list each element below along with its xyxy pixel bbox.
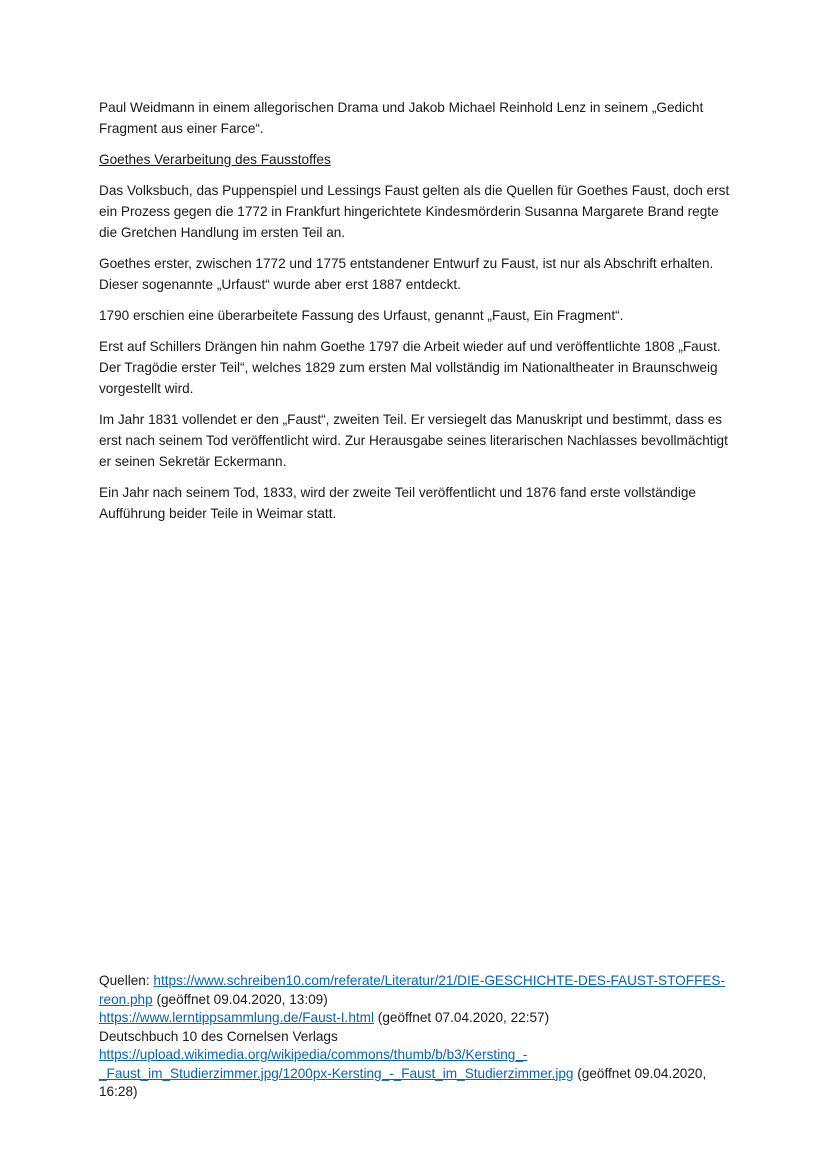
paragraph-premiere: Ein Jahr nach seinem Tod, 1833, wird der zweite Teil veröffentlicht und 1876 fand erste vollständige Aufführung beider Teile in Weimar statt.	[99, 485, 696, 521]
source-entry-1	[99, 972, 739, 1009]
source-link-lerntippsammlung[interactable]: https://www.lerntippsammlung.de/Faust-I.html	[99, 1010, 375, 1025]
paragraph-sources-of-faust: Das Volksbuch, das Puppenspiel und Lessings Faust gelten als die Quellen für Goethes Faust, doch erst ein Prozess gegen die 1772 in Frankfurt hingerichtete Kindesmörderin Susanna Margarete Brand regte die Gretchen Handlung im ersten Teil an.	[99, 183, 730, 240]
source-link-schreiben10[interactable]: https://www.schreiben10.com/referate/Literatur/21/DIE-GESCHICHTE-DES-FAUST-STOFFES-reon.php	[99, 973, 726, 1007]
source-entry-2	[99, 1009, 739, 1028]
sources-label: Quellen:	[99, 973, 154, 988]
sources-section	[99, 972, 739, 1102]
paragraph-intro: Paul Weidmann in einem allegorischen Drama und Jakob Michael Reinhold Lenz in seinem „Gedicht Fragment aus einer Farce“.	[99, 100, 704, 136]
paragraph-first-part: Erst auf Schillers Drängen hin nahm Goethe 1797 die Arbeit wieder auf und veröffentlichte 1808 „Faust. Der Tragödie erster Teil“, welches 1829 zum ersten Mal vollständig im Nationaltheater in Braunschweig vorgestellt wird.	[99, 339, 721, 396]
source-note-2: (geöffnet 07.04.2020, 22:57)	[374, 1010, 550, 1025]
section-heading: Goethes Verarbeitung des Fausstoffes	[99, 152, 331, 167]
source-entry-3	[99, 1046, 739, 1102]
source-link-wikimedia[interactable]: https://upload.wikimedia.org/wikipedia/commons/thumb/b/b3/Kersting_-_Faust_im_Studierzimmer.jpg/1200px-Kersting_-_Faust_im_Studierzimmer.jpg	[99, 1047, 574, 1081]
paragraph-second-part: Im Jahr 1831 vollendet er den „Faust“, zweiten Teil. Er versiegelt das Manuskript und bestimmt, dass es erst nach seinem Tod veröffentlicht wird. Zur Herausgabe seines literarischen Nachlasses bevollmächtigt er seinen Sekretär Eckermann.	[99, 412, 728, 469]
paragraph-fragment: 1790 erschien eine überarbeitete Fassung des Urfaust, genannt „Faust, Ein Fragment“.	[99, 308, 624, 323]
source-note-1: (geöffnet 09.04.2020, 13:09)	[152, 991, 328, 1007]
source-entry-book: Deutschbuch 10 des Cornelsen Verlags	[99, 1028, 338, 1044]
paragraph-urfaust: Goethes erster, zwischen 1772 und 1775 entstandener Entwurf zu Faust, ist nur als Abschrift erhalten. Dieser sogenannte „Urfaust“ wurde aber erst 1887 entdeckt.	[99, 256, 714, 292]
source-note-3: (geöffnet 09.04.2020, 16:28)	[99, 1065, 707, 1099]
document-body	[99, 97, 739, 534]
